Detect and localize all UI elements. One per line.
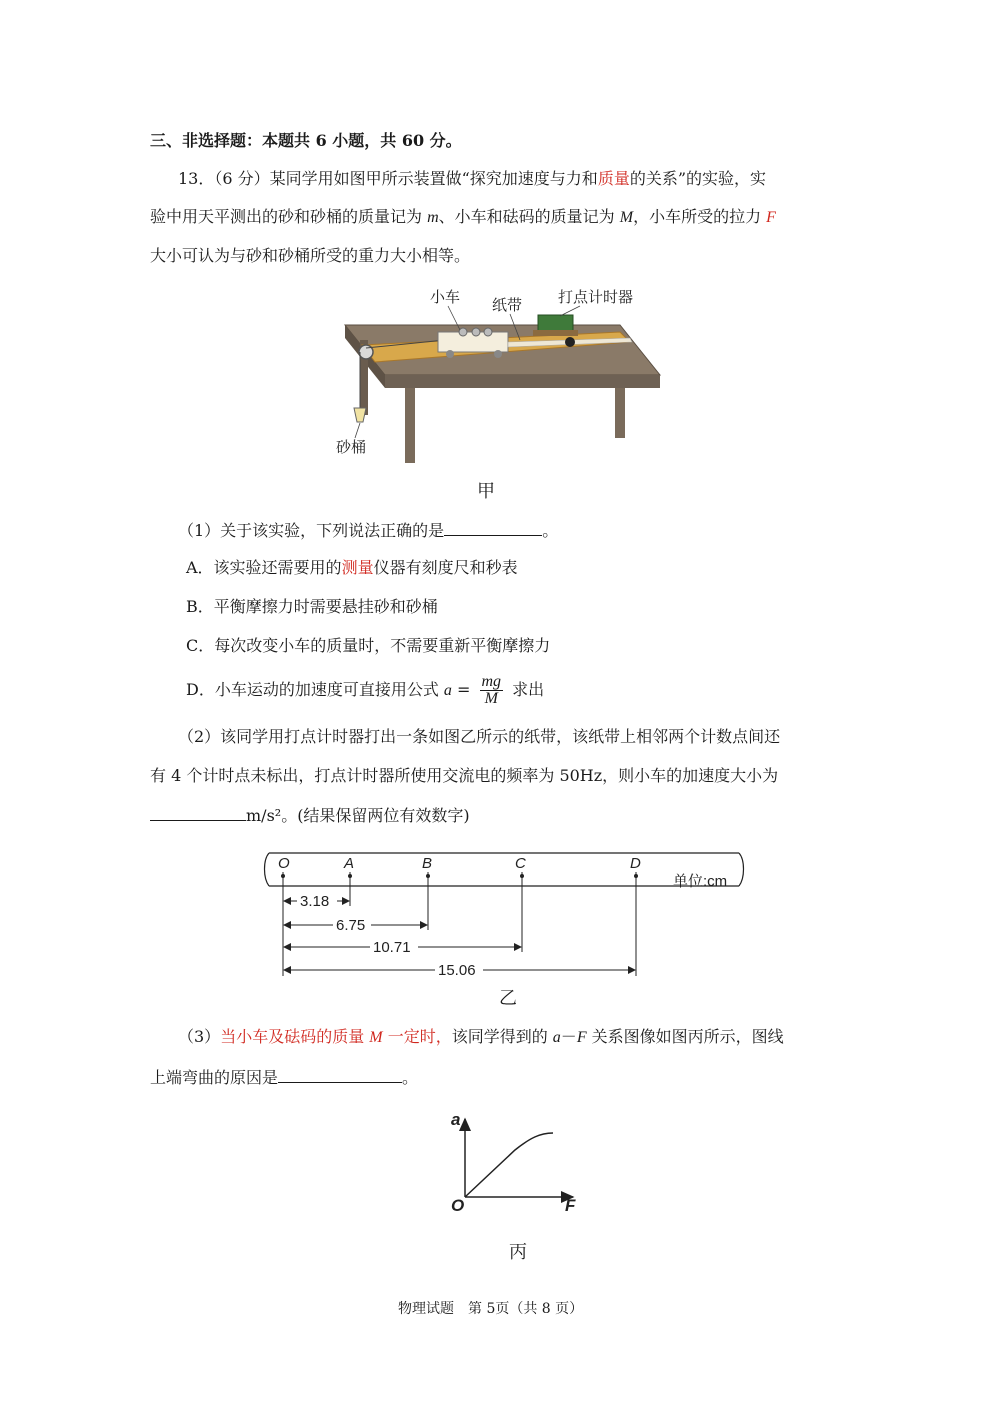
caption-bing: 丙	[509, 1242, 527, 1263]
caption-jia: 甲	[477, 481, 495, 502]
unit-label: 单位:cm	[673, 873, 728, 890]
label-timer: 打点计时器	[558, 289, 634, 306]
formula-fraction: $\frac{mg}{M}$	[481, 673, 502, 707]
figure-yi	[255, 850, 755, 980]
part2-line1: （2）该同学用打点计时器打出一条如图乙所示的纸带，该纸带上相邻两个计数点间还	[178, 727, 781, 746]
a-F-curve	[465, 1133, 553, 1197]
label-tape: 纸带	[492, 297, 523, 314]
figure-jia	[330, 280, 670, 470]
part2-line2: 有 4 个计时点未标出，打点计时器所使用交流电的频率为 50Hz，则小车的加速度大小为	[150, 766, 779, 785]
distance-OD: 15.06	[438, 962, 476, 979]
section-title: 三、非选择题：本题共 6 小题，共 60 分。	[150, 131, 462, 150]
q13-intro-line1: 13．（6 分）某同学用如图甲所示装置做“探究加速度与力和质量的关系”的实验，实	[178, 169, 767, 188]
distance-OA: 3.18	[300, 893, 330, 910]
point-D: D	[630, 855, 641, 872]
origin-label: O	[451, 1196, 465, 1215]
point-O: O	[278, 855, 290, 872]
part1-answer-blank[interactable]	[444, 519, 542, 536]
part2-line3: m/s²。(结果保留两位有效数字)	[150, 804, 470, 827]
q13-intro-line2: 验中用天平测出的砂和砂桶的质量记为 m、小车和砝码的质量记为 M，小车所受的拉力 F	[150, 207, 776, 226]
q13-intro-line3: 大小可认为与砂和砂桶所受的重力大小相等。	[150, 246, 471, 265]
point-B: B	[422, 855, 433, 872]
part1-stem: （1）关于该实验，下列说法正确的是 。	[178, 521, 559, 540]
label-bucket: 砂桶	[336, 439, 367, 456]
distance-OB: 6.75	[336, 917, 366, 934]
part1-option-a: A．该实验还需要用的测量仪器有刻度尺和秒表	[186, 558, 518, 577]
part3-line2: 上端弯曲的原因是 。	[150, 1068, 419, 1087]
part2-answer-blank[interactable]	[150, 804, 246, 821]
x-axis-label: F	[565, 1196, 576, 1215]
page-footer: 物理试题 第 5页（共 8 页）	[398, 1301, 584, 1317]
figure-bing	[445, 1105, 585, 1215]
part1-option-b: B．平衡摩擦力时需要悬挂砂和砂桶	[186, 597, 438, 616]
part1-option-d: D．小车运动的加速度可直接用公式 a = $\frac{mg}{M}$ 求出	[186, 673, 545, 707]
part3-line1: （3）当小车及砝码的质量 M 一定时，该同学得到的 a－F 关系图像如图丙所示，图线	[178, 1027, 784, 1046]
label-cart: 小车	[430, 289, 461, 306]
distance-OC: 10.71	[373, 939, 411, 956]
part3-answer-blank[interactable]	[278, 1066, 402, 1083]
y-axis-label: a	[451, 1110, 461, 1129]
point-C: C	[515, 855, 526, 872]
caption-yi: 乙	[499, 988, 517, 1009]
point-A: A	[344, 855, 355, 872]
part1-option-c: C．每次改变小车的质量时，不需要重新平衡摩擦力	[186, 636, 551, 655]
